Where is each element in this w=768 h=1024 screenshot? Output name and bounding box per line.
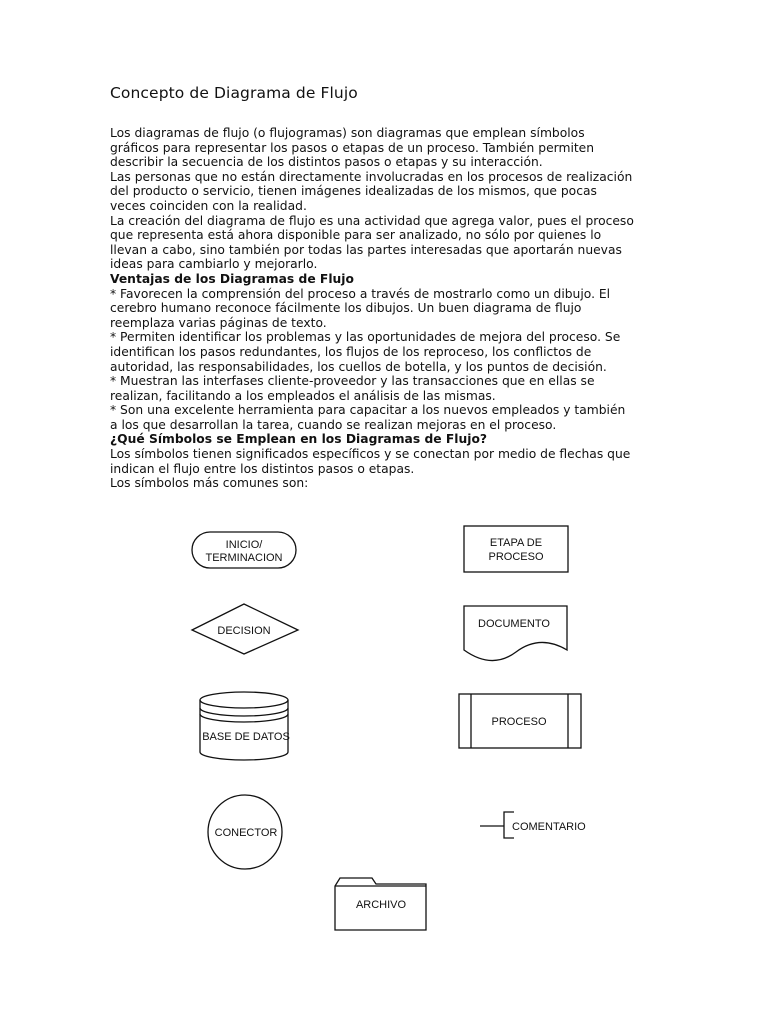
text-line: autoridad, las responsabilidades, los cuellos de botella, y los puntos de decisión.	[110, 359, 607, 374]
connector-label: CONECTOR	[214, 827, 278, 839]
database-symbol	[200, 692, 290, 760]
text-line: identifican los pasos redundantes, los flujos de los reproceso, los conflictos de	[110, 344, 592, 359]
text-line: del producto o servicio, tienen imágenes idealizadas de los mismos, que pocas	[110, 184, 597, 199]
file-symbol	[335, 878, 426, 930]
text-line: reemplaza varias páginas de texto.	[110, 315, 327, 330]
text-line: ideas para cambiarlo y mejorarlo.	[110, 257, 318, 272]
text-line: * Favorecen la comprensión del proceso a través de mostrarlo como un dibujo. El	[110, 286, 611, 301]
process-step-label-1: ETAPA DE	[489, 537, 543, 549]
text-line: que representa está ahora disponible para ser analizado, no sólo por quienes lo	[110, 228, 602, 243]
decision-label: DECISION	[217, 625, 271, 637]
text-line: Los símbolos más comunes son:	[110, 476, 309, 491]
document-symbol	[464, 606, 567, 661]
text-line: indican el flujo entre los distintos pasos o etapas.	[110, 461, 415, 476]
text-line: * Son una excelente herramienta para capacitar a los nuevos empleados y también	[110, 403, 626, 418]
text-line: Los diagramas de flujo (o flujogramas) son diagramas que emplean símbolos	[110, 126, 585, 140]
terminator-label-1: INICIO/	[225, 539, 263, 551]
text-line: veces coinciden con la realidad.	[110, 198, 307, 213]
text-line: * Permiten identificar los problemas y las oportunidades de mejora del proceso. Se	[110, 330, 621, 345]
predefined-process-symbol	[459, 694, 581, 748]
section-heading: ¿Qué Símbolos se Emplean en los Diagramas de Flujo?	[110, 432, 488, 447]
comment-symbol	[480, 812, 586, 838]
file-label: ARCHIVO	[355, 899, 407, 911]
text-line: Las personas que no están directamente involucradas en los procesos de realización	[110, 169, 633, 184]
process-step-label-2: PROCESO	[488, 551, 544, 563]
comment-label: COMENTARIO	[512, 821, 586, 833]
text-line: a los que desarrollan la tarea, cuando se realizan mejoras en el proceso.	[110, 417, 557, 432]
text-line: * Muestran las interfases cliente-proveedor y las transacciones que en ellas se	[110, 374, 595, 389]
text-line: cerebro humano reconoce fácilmente los dibujos. Un buen diagrama de flujo	[110, 301, 582, 316]
connector-symbol	[208, 795, 282, 869]
predefined-process-label: PROCESO	[491, 716, 547, 728]
text-line: gráficos para representar los pasos o etapas de un proceso. También permiten	[110, 140, 595, 155]
text-line: describir la secuencia de los distintos pasos o etapas y su interacción.	[110, 155, 543, 170]
process-step-symbol	[464, 526, 568, 572]
text-line: Los símbolos tienen significados específicos y se conectan por medio de flechas que	[110, 447, 631, 462]
section-heading: Ventajas de los Diagramas de Flujo	[110, 271, 354, 286]
document-label: DOCUMENTO	[478, 618, 550, 630]
page-title: Concepto de Diagrama de Flujo	[110, 84, 358, 102]
text-line: llevan a cabo, sino también por todas las partes interesadas que aportarán nuevas	[110, 242, 622, 257]
text-line: La creación del diagrama de flujo es una actividad que agrega valor, pues el proceso	[110, 213, 634, 228]
text-line: realizan, facilitando a los empleados el análisis de las mismas.	[110, 388, 496, 403]
terminator-symbol	[192, 532, 296, 568]
terminator-label-2: TERMINACION	[205, 552, 283, 564]
decision-symbol	[192, 604, 298, 654]
database-label: BASE DE DATOS	[202, 731, 290, 743]
